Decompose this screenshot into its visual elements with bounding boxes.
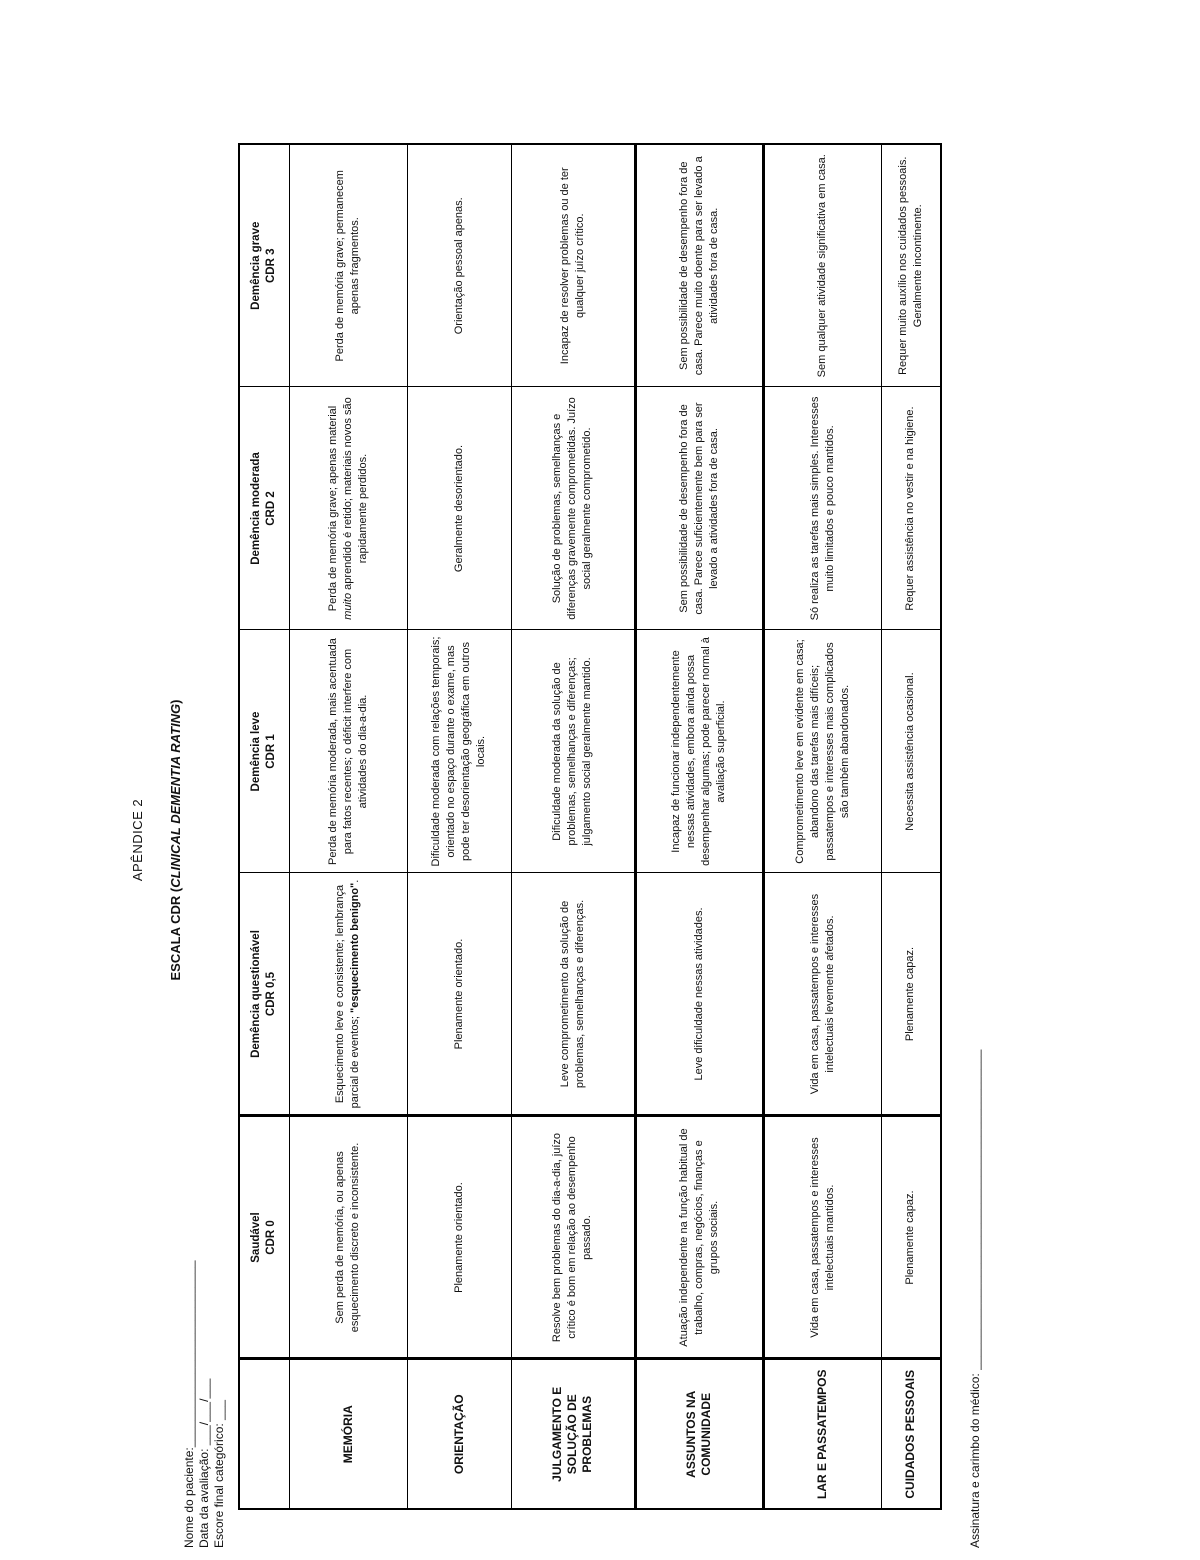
- table-cell: Perda de memória grave; permanecem apenas fragmentos.: [289, 144, 407, 387]
- table-cell: Requer assistência no vestir e na higiene.: [881, 387, 941, 630]
- physician-signature-line: Assinatura e carimbo do médico: ________________________________________________: [968, 1049, 982, 1548]
- column-header: Demência leve CDR 1: [239, 630, 289, 873]
- row-category: MEMÓRIA: [289, 1359, 407, 1509]
- table-cell: Plenamente capaz.: [881, 873, 941, 1116]
- appendix-label: APÊNDICE 2: [130, 798, 145, 882]
- table-cell: Vida em casa, passatempos e interesses intelectuais levemente afetados.: [763, 873, 881, 1116]
- table-cell: Leve comprometimento da solução de problemas, semelhanças e diferenças.: [511, 873, 635, 1116]
- row-category: ORIENTAÇÃO: [407, 1359, 511, 1509]
- table-cell: Perda de memória moderada, mais acentuada para fatos recentes; o déficit interfere com atividades do dia-a-dia.: [289, 630, 407, 873]
- column-header: Saudável CDR 0: [239, 1116, 289, 1359]
- scale-title-prefix: ESCALA CDR (: [168, 887, 183, 981]
- table-cell: Plenamente orientado.: [407, 1116, 511, 1359]
- table-cell: Sem possibilidade de desempenho fora de casa. Parece muito doente para ser levado a atividades fora de casa.: [635, 144, 763, 387]
- table-cell: Incapaz de funcionar independentemente nessas atividades, embora ainda possa desempenhar algumas; pode parecer normal à avaliação superficial.: [635, 630, 763, 873]
- table-cell: Resolve bem problemas do dia-a-dia, juízo crítico é bom em relação ao desempenho passado.: [511, 1116, 635, 1359]
- table-cell: Plenamente orientado.: [407, 873, 511, 1116]
- table-cell: Só realiza as tarefas mais simples. Interesses muito limitados e pouco mantidos.: [763, 387, 881, 630]
- table-cell: Sem perda de memória, ou apenas esquecimento discreto e inconsistente.: [289, 1116, 407, 1359]
- final-score-field: Escore final categórico: ___: [212, 1399, 226, 1548]
- table-cell: Requer muito auxílio nos cuidados pessoais. Geralmente incontinente.: [881, 144, 941, 387]
- table-cell: Sem qualquer atividade significativa em casa.: [763, 144, 881, 387]
- patient-name-field: Nome do paciente:____________________________: [182, 1260, 196, 1548]
- table-header-row: [239, 144, 289, 1509]
- table-cell: Orientação pessoal apenas.: [407, 144, 511, 387]
- table-cell: Necessita assistência ocasional.: [881, 630, 941, 873]
- row-category: ASSUNTOS NA COMUNIDADE: [635, 1359, 763, 1509]
- table-cell: Leve dificuldade nessas atividades.: [635, 873, 763, 1116]
- patient-info: [182, 1260, 227, 1548]
- scale-title: [168, 120, 183, 1560]
- table-cell: Dificuldade moderada com relações temporais; orientado no espaço durante o exame, mas pode ter desorientação geográfica em outros locais.: [407, 630, 511, 873]
- table-row: [763, 144, 881, 1509]
- table-cell: Perda de memória grave; apenas material muito aprendido é retido; materiais novos são rapidamente perdidos.: [289, 387, 407, 630]
- table-cell: Comprometimento leve em evidente em casa; abandono das tarefas mais difíceis; passatempos e interesses mais complicados são também abandonados.: [763, 630, 881, 873]
- table-row: [635, 144, 763, 1509]
- row-category: JULGAMENTO E SOLUÇÃO DE PROBLEMAS: [511, 1359, 635, 1509]
- table-row: [511, 144, 635, 1509]
- table-cell: Vida em casa, passatempos e interesses intelectuais mantidos.: [763, 1116, 881, 1359]
- table-row: [881, 144, 941, 1509]
- table-cell: Atuação independente na função habitual de trabalho, compras, negócios, finanças e grupos sociais.: [635, 1116, 763, 1359]
- table-cell: Sem possibilidade de desempenho fora de casa. Parece suficientemente bem para ser levado a atividades fora de casa.: [635, 387, 763, 630]
- cdr-table: [238, 143, 942, 1510]
- column-header: Demência questionável CDR 0,5: [239, 873, 289, 1116]
- scale-title-suffix: ): [168, 699, 183, 704]
- header-corner-cell: [239, 1359, 289, 1509]
- scale-title-italic: CLINICAL DEMENTIA RATING: [168, 703, 183, 888]
- table-cell: Esquecimento leve e consistente; lembrança parcial de eventos; "esquecimento benigno".: [289, 873, 407, 1116]
- table-row: [407, 144, 511, 1509]
- row-category: CUIDADOS PESSOAIS: [881, 1359, 941, 1509]
- table-cell: Geralmente desorientado.: [407, 387, 511, 630]
- row-category: LAR E PASSATEMPOS: [763, 1359, 881, 1509]
- column-header: Demência moderada CRD 2: [239, 387, 289, 630]
- table-cell: Incapaz de resolver problemas ou de ter qualquer juízo crítico.: [511, 144, 635, 387]
- document-page: [130, 120, 990, 1560]
- table-cell: Dificuldade moderada da solução de problemas, semelhanças e diferenças; julgamento social geralmente mantido.: [511, 630, 635, 873]
- evaluation-date-field: Data da avaliação: ___/___/___: [197, 1378, 211, 1548]
- table-row: [289, 144, 407, 1509]
- table-cell: Plenamente capaz.: [881, 1116, 941, 1359]
- table-cell: Solução de problemas, semelhanças e diferenças gravemente comprometidas. Juízo social geralmente comprometido.: [511, 387, 635, 630]
- column-header: Demência grave CDR 3: [239, 144, 289, 387]
